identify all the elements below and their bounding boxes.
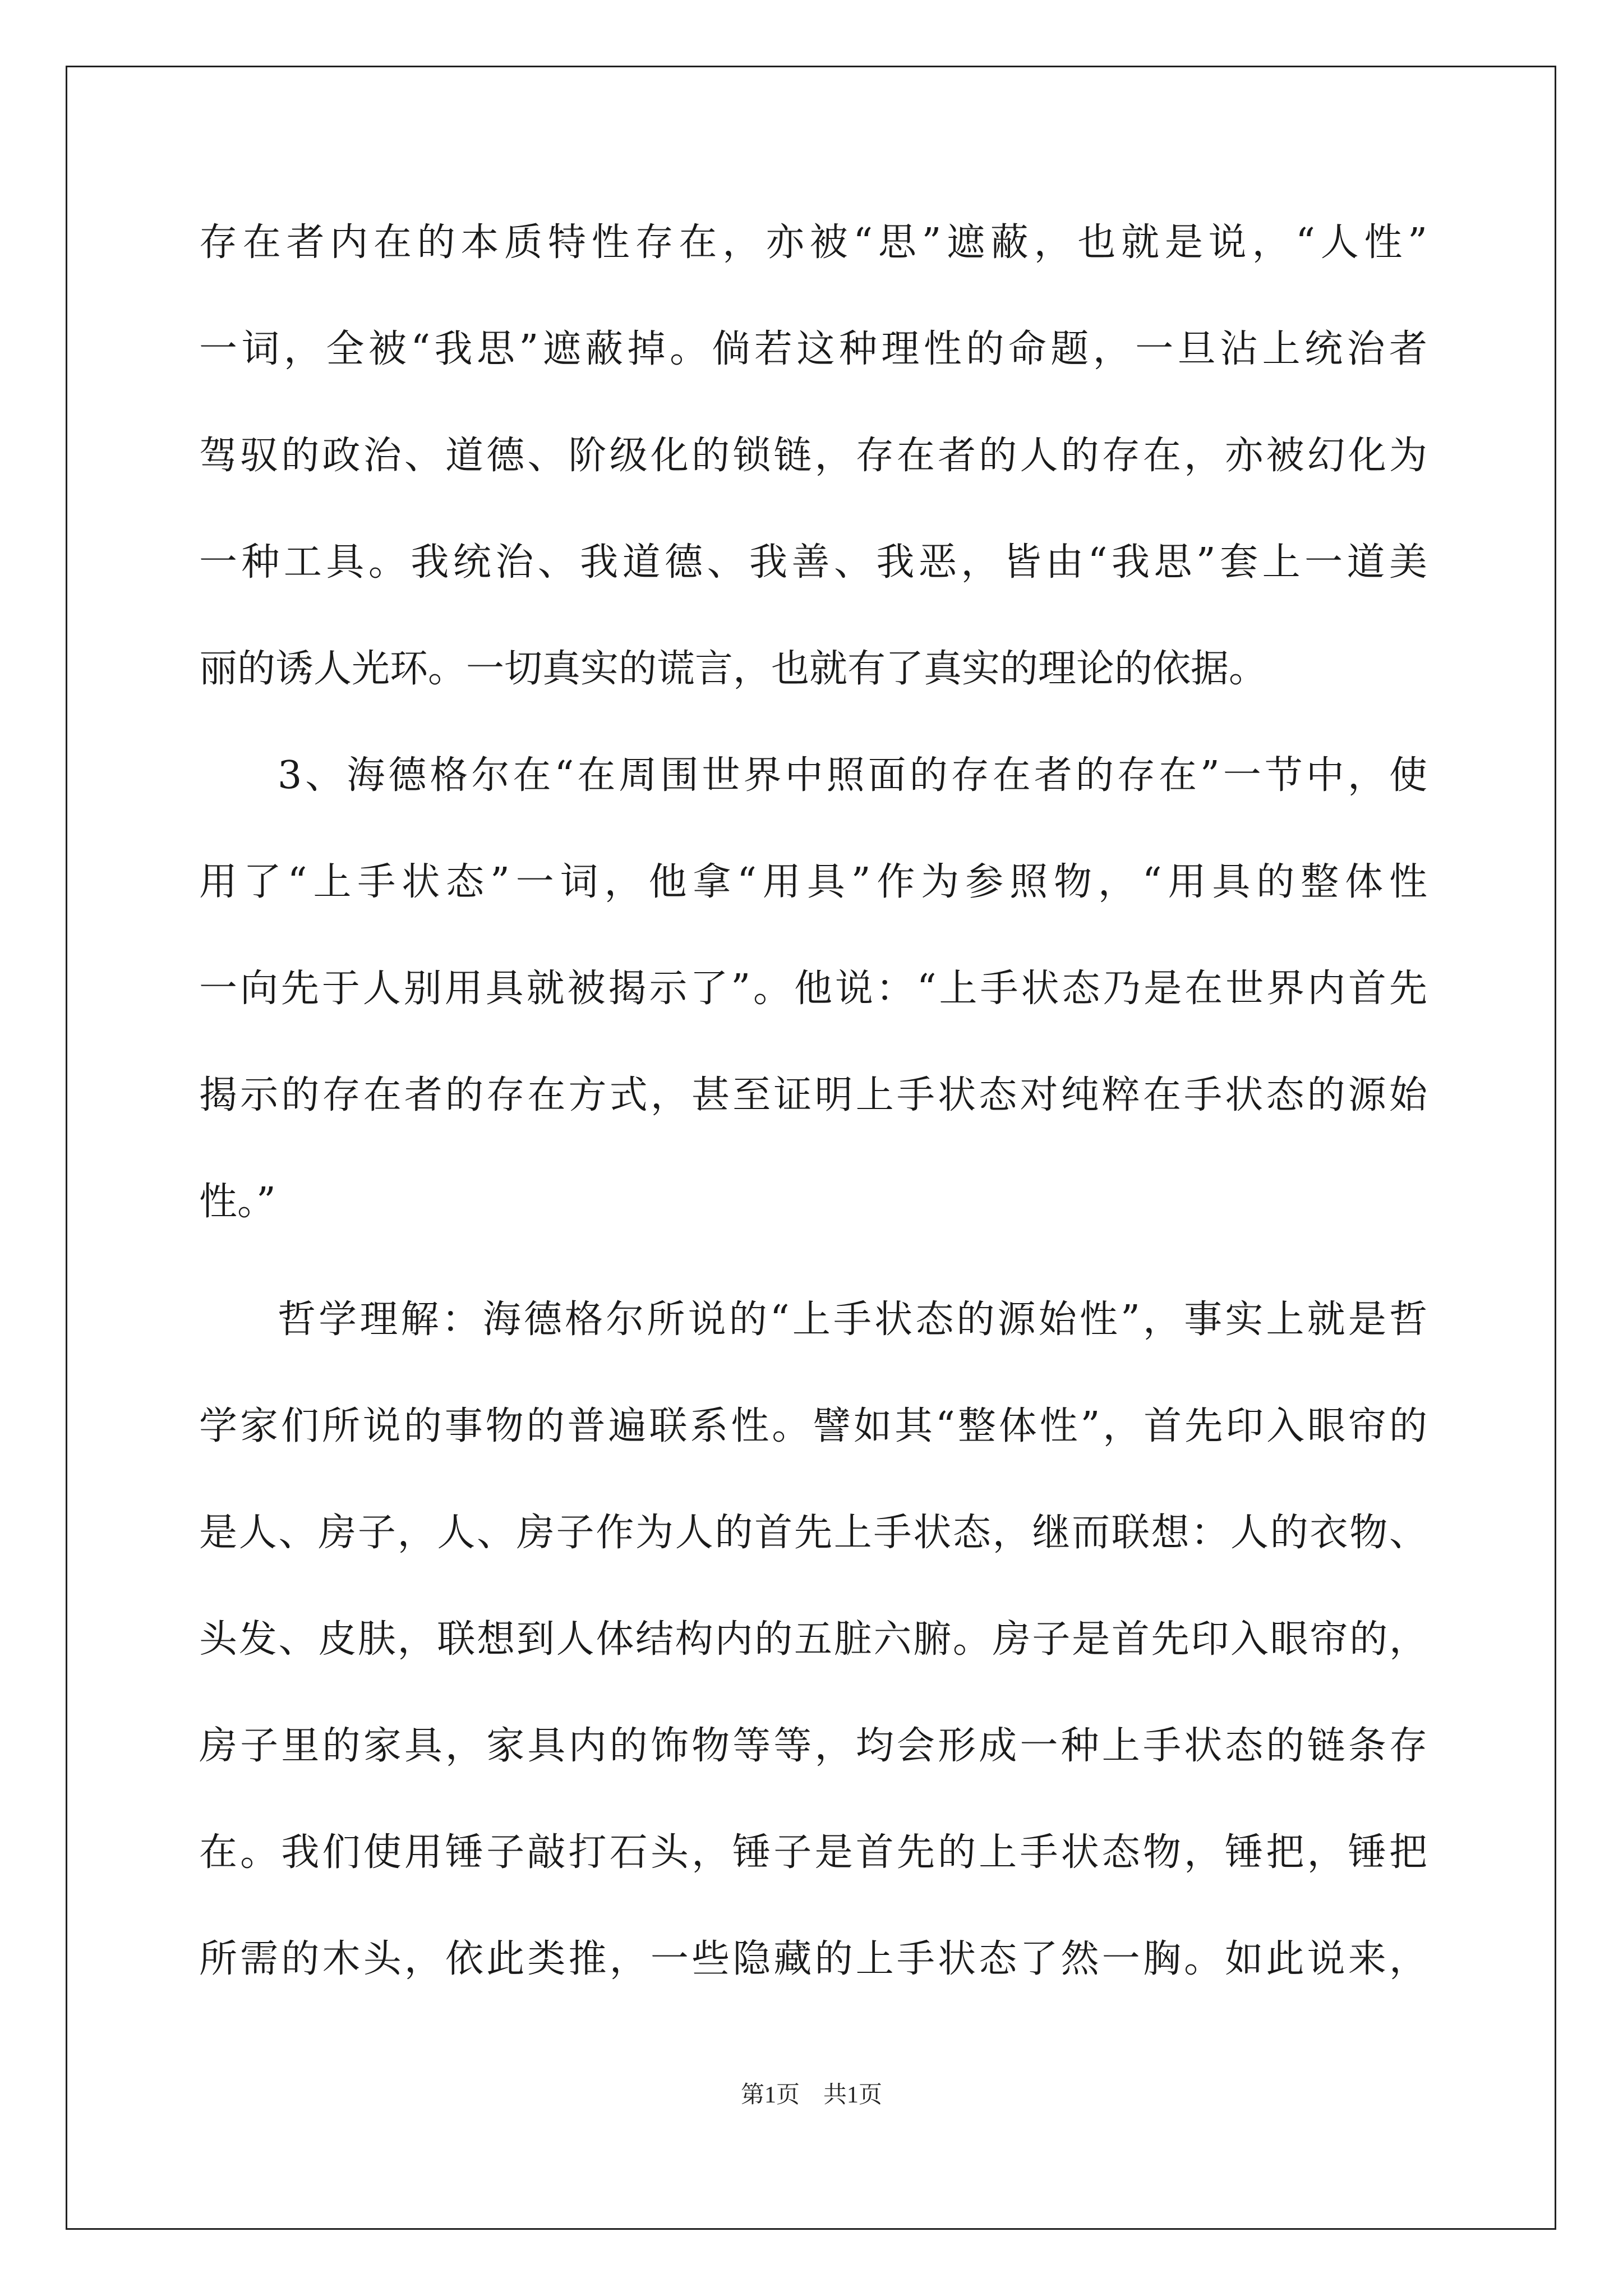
text-line: 在。我们使用锤子敲打石头，锤子是首先的上手状态物，锤把，锤把 — [199, 1830, 1427, 1875]
text-line: 丽的诱人光环。一切真实的谎言，也就有了真实的理论的依据。 — [199, 647, 1267, 691]
paragraph-first-line: 3、海德格尔在“在周围世界中照面的存在者的存在”一节中，使 — [278, 753, 1427, 798]
text-line: 一向先于人别用具就被揭示了”。他说：“上手状态乃是在世界内首先 — [199, 967, 1427, 1011]
text-line: 一种工具。我统治、我道德、我善、我恶，皆由“我思”套上一道美 — [199, 540, 1427, 585]
page-number: 第1页 共1页 — [740, 2082, 882, 2108]
text-line: 驾驭的政治、道德、阶级化的锁链，存在者的人的存在，亦被幻化为 — [199, 434, 1427, 478]
paragraph-first-line: 哲学理解：海德格尔所说的“上手状态的源始性”，事实上就是哲 — [278, 1297, 1427, 1342]
text-line: 存在者内在的本质特性存在，亦被“思”遮蔽，也就是说，“人性” — [199, 220, 1427, 265]
text-line: 学家们所说的事物的普遍联系性。譬如其“整体性”，首先印入眼帘的 — [199, 1404, 1427, 1448]
text-line: 一词，全被“我思”遮蔽掉。倘若这种理性的命题，一旦沾上统治者 — [199, 327, 1427, 371]
text-line: 用了“上手状态”一词，他拿“用具”作为参照物，“用具的整体性 — [199, 860, 1427, 904]
text-line: 头发、皮肤，联想到人体结构内的五脏六腑。房子是首先印入眼帘的， — [199, 1617, 1427, 1662]
text-line: 所需的木头，依此类推，一些隐藏的上手状态了然一胸。如此说来， — [199, 1937, 1427, 1981]
text-line: 房子里的家具，家具内的饰物等等，均会形成一种上手状态的链条存 — [199, 1724, 1427, 1768]
text-line: 性。” — [199, 1180, 276, 1224]
text-line: 是人、房子，人、房子作为人的首先上手状态，继而联想：人的衣物、 — [199, 1511, 1427, 1555]
text-line: 揭示的存在者的存在方式，甚至证明上手状态对纯粹在手状态的源始 — [199, 1073, 1427, 1117]
